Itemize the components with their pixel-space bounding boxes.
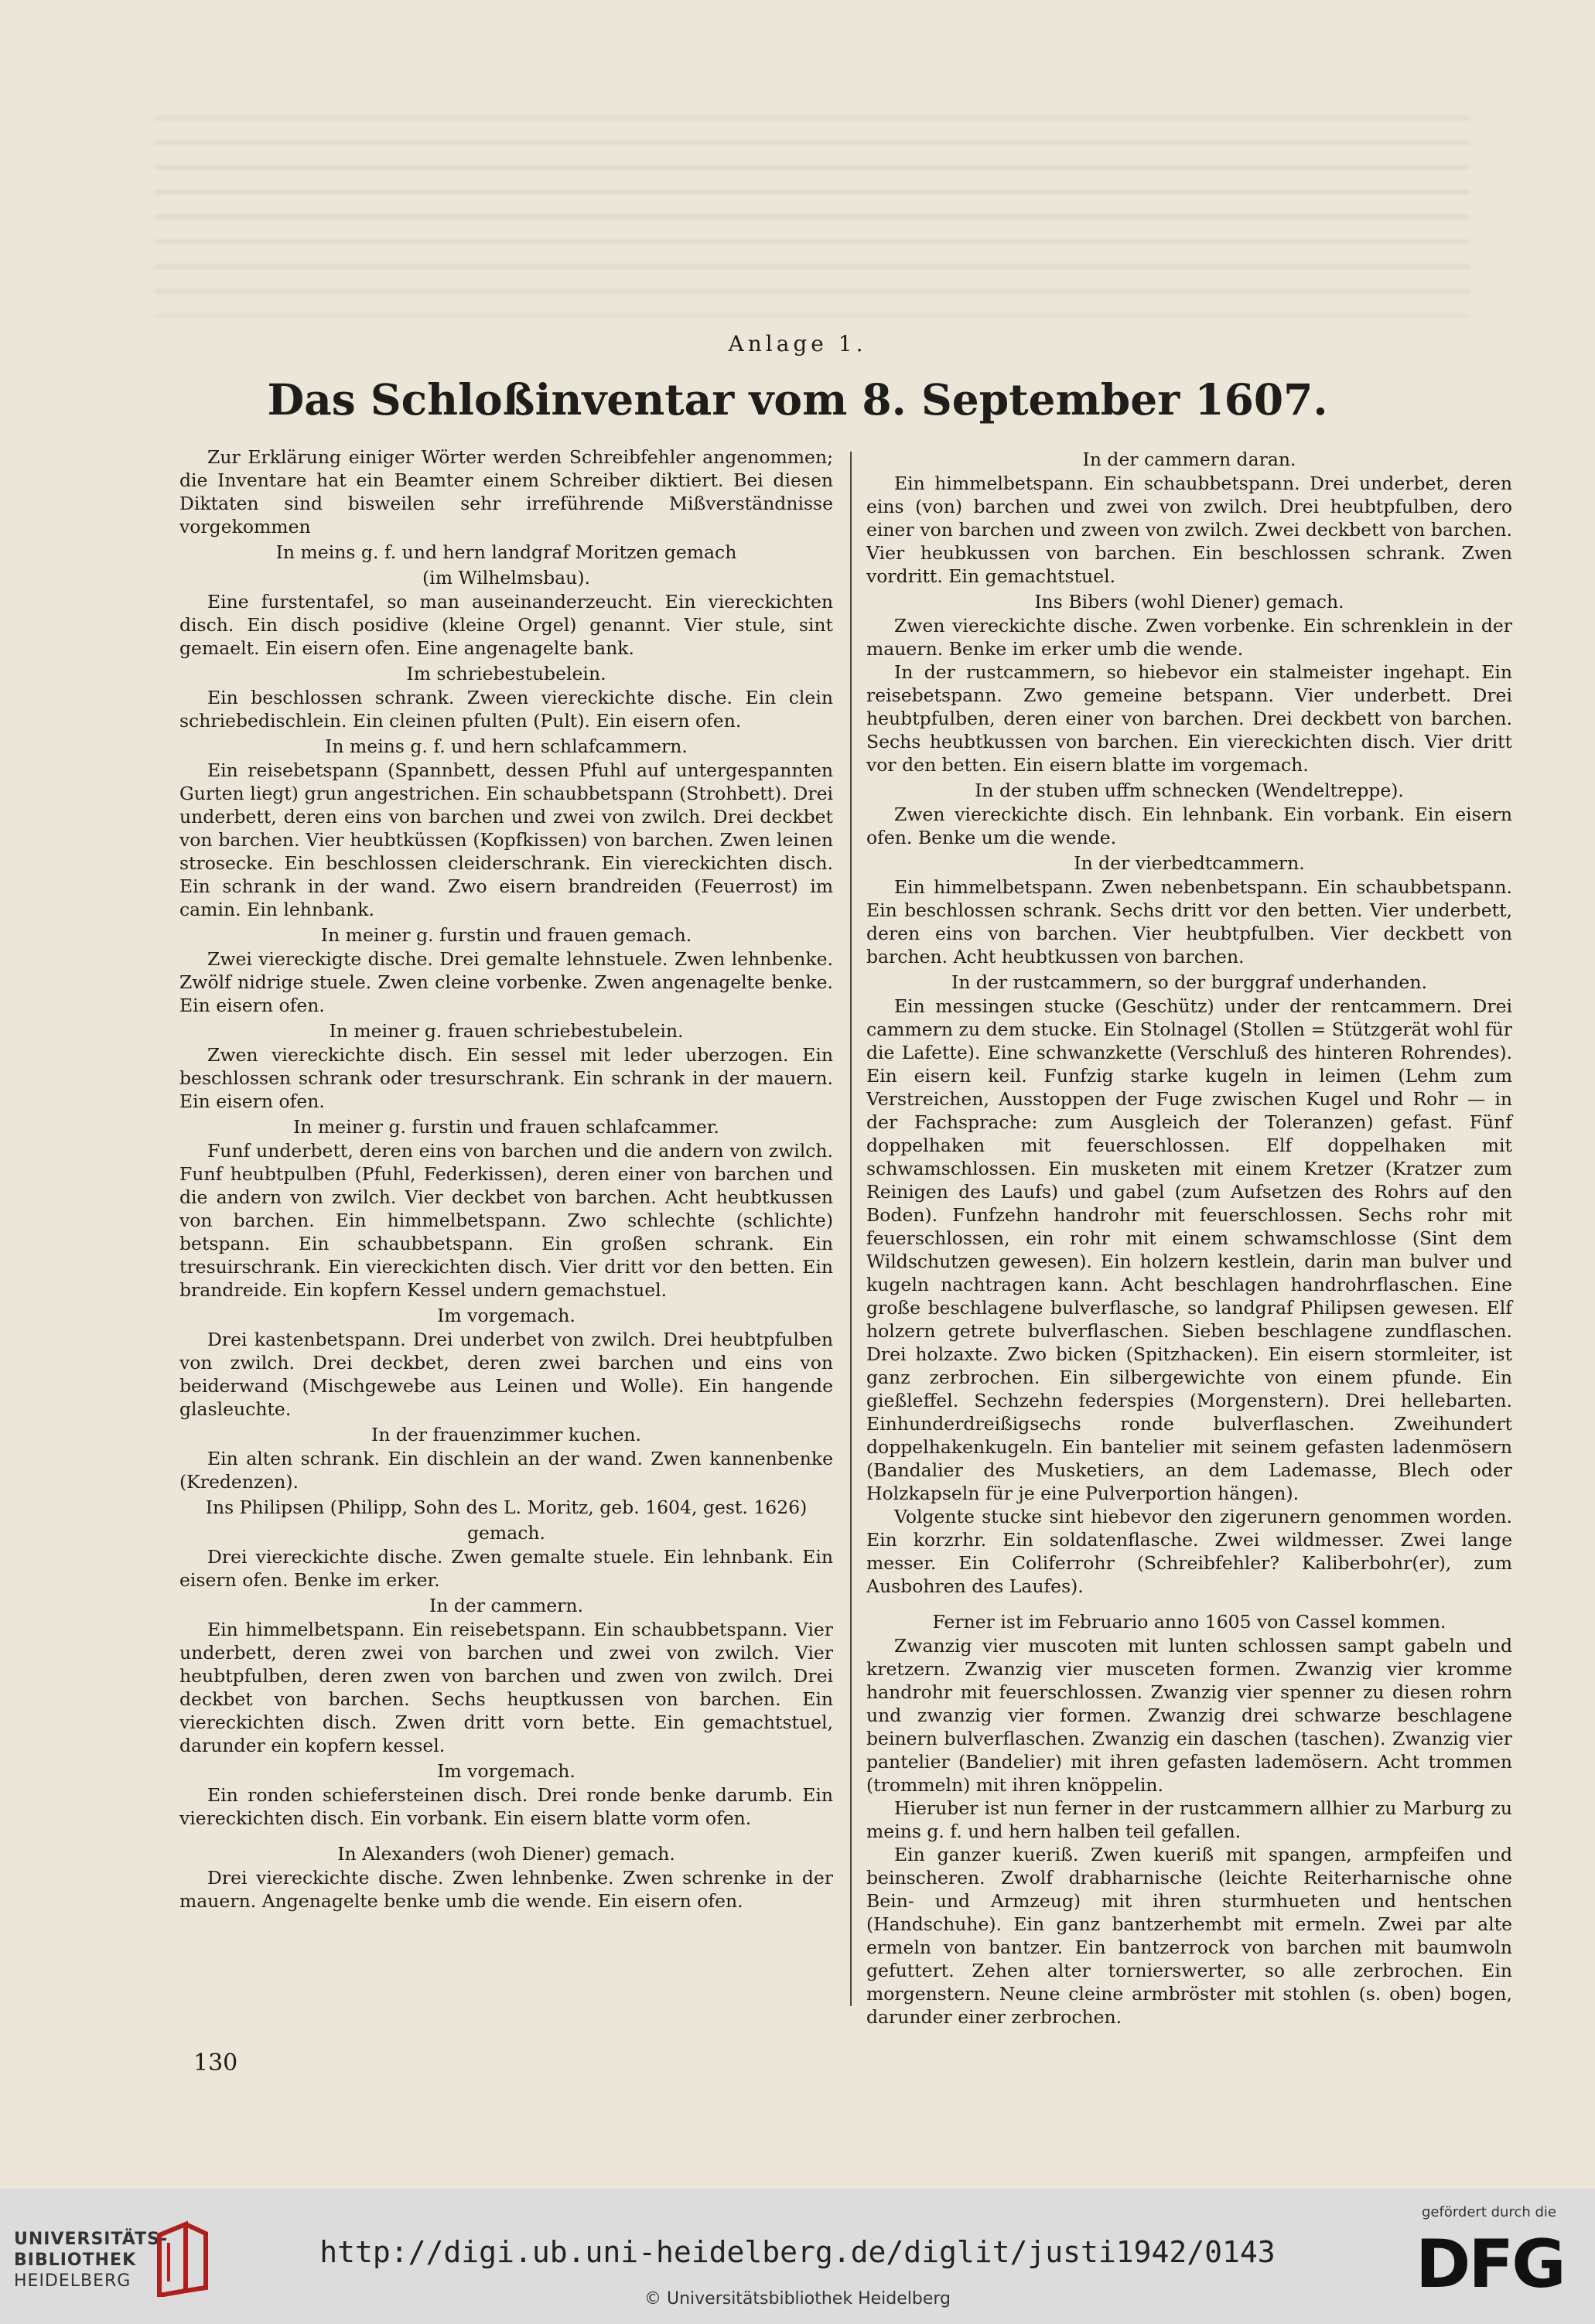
- library-name-line: UNIVERSITÄTS-: [14, 2230, 169, 2249]
- column-divider: [850, 452, 852, 2006]
- paragraph: Zwanzig vier muscoten mit lunten schlossen sampt gabeln und kretzern. Zwanzig vier musceten formen. Zwanzig vier kromme handrohr mit feuerschlossen. Zwanzig vier spenner zu diesen rohrn und zwanzig vier formen. Zwanzig drei schwarze beschlagene beinern bulverflaschen. Zwanzig ein daschen (taschen). Zwanzig vier pantelier (Bandelier) mit ihren gefasten lademösern. Acht trommen (trommeln) mit ihren knöppelin.: [866, 1635, 1512, 1796]
- section-heading: (im Wilhelmsbau).: [422, 567, 590, 589]
- section-heading: In meiner g. frauen schriebestubelein.: [329, 1020, 684, 1042]
- section-heading: In der vierbedtcammern.: [1074, 852, 1305, 874]
- section-heading: In meiner g. furstin und frauen schlafcammer.: [293, 1116, 719, 1138]
- section-heading: gemach.: [466, 1522, 545, 1544]
- funding-label: gefördert durch die: [1422, 2204, 1556, 2220]
- paragraph: Zwen viereckichte dische. Zwen vorbenke. Ein schrenklein in der mauern. Benke im erker umb die wende.: [866, 615, 1512, 660]
- paragraph: Ein beschlossen schrank. Zween viereckichte dische. Ein clein schriebedischlein. Ein cleinen pfulten (Pult). Ein eisern ofen.: [179, 687, 833, 732]
- section-heading: In meins g. f. und hern schlafcammern.: [325, 735, 688, 757]
- section-heading: In der stuben uffm schnecken (Wendeltreppe).: [975, 780, 1404, 801]
- section-heading: Im schriebestubelein.: [406, 663, 606, 684]
- paragraph: Ein messingen stucke (Geschütz) under der rentcammern. Drei cammern zu dem stucke. Ein Stolnagel (Stollen = Stützgerät wohl für die Lafette). Eine schwanzkette (Verschluß des hinteren Rohrendes). Ein eisern keil. Funfzig starke kugeln in leimen (Lehm zum Verstreichen, Ausstoppen der Fuge zwischen Kugel und Rohr — in der Fachsprache: zum Ausgleich der Toleranzen) gefast. Fünf doppelhaken mit feuerschlossen. Elf doppelhaken mit schwamschlossen. Ein musketen mit einem Kretzer (Kratzer zum Reinigen des Laufs) und gabel (zum Aufsetzen des Rohrs auf den Boden). Funfzehn handrohr mit feuerschlossen. Sechs rohr mit feuerschlossen, ein rohr mit einem schwamschlosse (Sint dem Wildschutzen gewesen). Ein holzern kestlein, darin man bulver und kugeln nachtragen kann. Acht beschlagen handrohrflaschen. Eine große beschlagene bulverflasche, so landgraf Philipsen gewesen. Elf holzern getrete bulverflaschen. Sieben beschlagene zundflaschen. Drei holzaxte. Zwo bicken (Spitzhacken). Ein eisern stormleiter, ist ganz zerbrochen. Ein silbergewichte von einem pfunde. Ein gießleffel. Sechzehn federspies (Morgenstern). Drei hellebarten. Einhunderdreißigsechs ronde bulverflaschen. Zweihundert doppelhakenkugeln. Ein bantelier mit seinem gefasten ladenmösern (Bandalier des Musketiers, an dem Lademasse, Blech oder Holzkapseln für je eine Pulverportion hängen).: [866, 995, 1512, 1504]
- section-heading: In meiner g. furstin und frauen gemach.: [320, 924, 692, 946]
- permalink-url[interactable]: http://digi.ub.uni-heidelberg.de/diglit/justi1942/0143: [319, 2235, 1276, 2269]
- section-heading: Im vorgemach.: [437, 1760, 575, 1782]
- section-heading: In der cammern daran.: [1082, 449, 1296, 470]
- section-heading: In Alexanders (woh Diener) gemach.: [337, 1843, 675, 1865]
- page-number: 130: [193, 2049, 238, 2077]
- paragraph: Eine furstentafel, so man auseinanderzeucht. Ein viereckichten disch. Ein disch posidive (kleine Orgel) genannt. Vier stule, sint gemaelt. Ein eisern ofen. Eine angenagelte bank.: [179, 591, 833, 659]
- paragraph: Ein ronden schiefersteinen disch. Drei ronde benke darumb. Ein viereckichten disch. Ein vorbank. Ein eisern blatte vorm ofen.: [179, 1784, 833, 1829]
- library-name-line: BIBLIOTHEK: [14, 2251, 137, 2270]
- library-name-line: HEIDELBERG: [14, 2271, 131, 2291]
- paragraph: Zwen viereckichte disch. Ein sessel mit leder uberzogen. Ein beschlossen schrank oder tresurschrank. Ein schrank in der mauern. Ein eisern ofen.: [179, 1044, 833, 1112]
- paragraph: Ein alten schrank. Ein dischlein an der wand. Zwen kannenbenke (Kredenzen).: [179, 1448, 833, 1493]
- paragraph: Funf underbett, deren eins von barchen und die andern von zwilch. Funf heubtpulben (Pfuhl, Federkissen), deren einer von barchen und die andern von zwilch. Vier deckbet von barchen. Acht heubtkussen von barchen. Ein himmelbetspann. Zwo schlechte (schlichte) betspann. Ein schaubbetspann. Ein großen schrank. Ein tresuirschrank. Ein viereckichten disch. Vier dritt vor den betten. Ein brandreide. Ein kopfern Kessel undern gemachstuel.: [179, 1140, 833, 1301]
- paragraph: Zwen viereckichte disch. Ein lehnbank. Ein vorbank. Ein eisern ofen. Benke um die wende.: [866, 804, 1512, 848]
- section-heading: In der rustcammern, so der burggraf underhanden.: [951, 971, 1427, 993]
- bleed-through-shadow: [155, 116, 1470, 317]
- appendix-label: Anlage 1.: [728, 331, 867, 357]
- paragraph: Ein himmelbetspann. Ein reisebetspann. Ein schaubbetspann. Vier underbett, deren zwei von barchen und zwei von zwilch. Vier heubtpfulben, deren zwen von barchen und zwen von zwilch. Drei deckbet von barchen. Sechs heuptkussen von barchen. Ein viereckichten disch. Zwen dritt vorn bette. Ein gemachtstuel, darunder ein kopfern kessel.: [179, 1619, 833, 1756]
- copyright-notice: © Universitätsbibliothek Heidelberg: [644, 2289, 951, 2309]
- section-heading: Ins Philipsen (Philipp, Sohn des L. Moritz, geb. 1604, gest. 1626): [205, 1496, 808, 1518]
- paragraph: Drei viereckichte dische. Zwen gemalte stuele. Ein lehnbank. Ein eisern ofen. Benke im erker.: [179, 1546, 833, 1591]
- paragraph: Zwei viereckigte dische. Drei gemalte lehnstuele. Zwen lehnbenke. Zwölf nidrige stuele. Zwen cleine vorbenke. Zwen angenagelte benke. Ein eisern ofen.: [179, 948, 833, 1016]
- section-heading: Ferner ist im Februario anno 1605 von Cassel kommen.: [932, 1611, 1446, 1633]
- paragraph: Drei viereckichte dische. Zwen lehnbenke. Zwen schrenke in der mauern. Angenagelte benke umb die wende. Ein eisern ofen.: [179, 1867, 833, 1912]
- paragraph: Ein himmelbetspann. Zwen nebenbetspann. Ein schaubbetspann. Ein beschlossen schrank. Sechs dritt vor den betten. Vier underbett, deren eins von barchen. Vier heubtpfulben. Vier deckbett von barchen. Acht heubtkussen von barchen.: [866, 876, 1512, 967]
- page-title: Das Schloßinventar vom 8. September 1607.: [267, 374, 1328, 425]
- section-heading: Im vorgemach.: [437, 1305, 575, 1326]
- dfg-logo: DFG: [1416, 2226, 1564, 2303]
- paragraph: Ein reisebetspann (Spannbett, dessen Pfuhl auf untergespannten Gurten liegt) grun angestrichen. Ein schaubbetspann (Strohbett). Drei underbett, deren eins von barchen und zwei von zwilch. Drei deckbet von barchen. Vier heubtküssen (Kopfkissen) von barchen. Zwen leinen strosecke. Ein beschlossen cleiderschrank. Ein viereckichten disch. Ein schrank in der wand. Zwo eisern brandreiden (Feuerrost) im camin. Ein lehnbank.: [179, 759, 833, 920]
- paragraph: Ein himmelbetspann. Ein schaubbetspann. Drei underbet, deren eins (von) barchen und zwei von zwilch. Drei heubtpfulben, dero einer von barchen und zween von zwilch. Zwei deckbett von barchen. Vier heubkussen von barchen. Ein beschlossen schrank. Zwen vordritt. Ein gemachtstuel.: [866, 473, 1512, 587]
- section-heading: Ins Bibers (wohl Diener) gemach.: [1034, 591, 1344, 613]
- section-heading: In meins g. f. und hern landgraf Moritzen gemach: [275, 541, 737, 563]
- paragraph: Drei kastenbetspann. Drei underbet von zwilch. Drei heubtpfulben von zwilch. Drei deckbet, deren zwei barchen und eins von beiderwand (Mischgewebe aus Leinen und Wolle). Ein hangende glasleuchte.: [179, 1329, 833, 1420]
- section-heading: In der cammern.: [429, 1595, 584, 1616]
- paragraph: Hieruber ist nun ferner in der rustcammern allhier zu Marburg zu meins g. f. und hern halben teil gefallen.: [866, 1797, 1512, 1842]
- right-column: [866, 445, 1512, 2029]
- left-column: [179, 445, 833, 1913]
- paragraph: Volgente stucke sint hiebevor den zigerunern genommen worden. Ein korzrhr. Ein soldatenflasche. Zwei wildmesser. Zwei lange messer. Ein Coliferrohr (Schreibfehler? Kaliberbohr(er), zum Ausbohren des Laufes).: [866, 1506, 1512, 1597]
- section-heading: In der frauenzimmer kuchen.: [371, 1424, 641, 1445]
- footer-bar: [0, 2189, 1595, 2324]
- paragraph: In der rustcammern, so hiebevor ein stalmeister ingehapt. Ein reisebetspann. Zwo gemeine betspann. Vier underbett. Drei heubtpfulben, deren einer von barchen. Drei deckbett von barchen. Sechs heubtkussen von barchen. Ein viereckichten disch. Vier dritt vor den betten. Ein eisern blatte im vorgemach.: [866, 661, 1512, 776]
- paragraph: Ein ganzer kueriß. Zwen kueriß mit spangen, armpfeifen und beinscheren. Zwolf drabharnische (leichte Reiterharnische ohne Bein- und Armzeug) mit ihren sturmhueten und hentschen (Handschuhe). Ein ganz bantzerhembt mit ermeln. Zwei par alte ermeln von bantzer. Ein bantzerrock von barchen mit baumwoln gefuttert. Zehen alter tornierswerter, so alle zerbrochen. Ein morgenstern. Neune cleine armbröster mit stohlen (s. oben) bogen, darunder einer zerbrochen.: [866, 1844, 1512, 2028]
- paragraph: Zur Erklärung einiger Wörter werden Schreibfehler angenommen; die Inventare hat ein Beamter einem Schreiber diktiert. Bei diesen Diktaten sind bisweilen sehr irreführende Mißverständnisse vorgekommen: [179, 446, 833, 537]
